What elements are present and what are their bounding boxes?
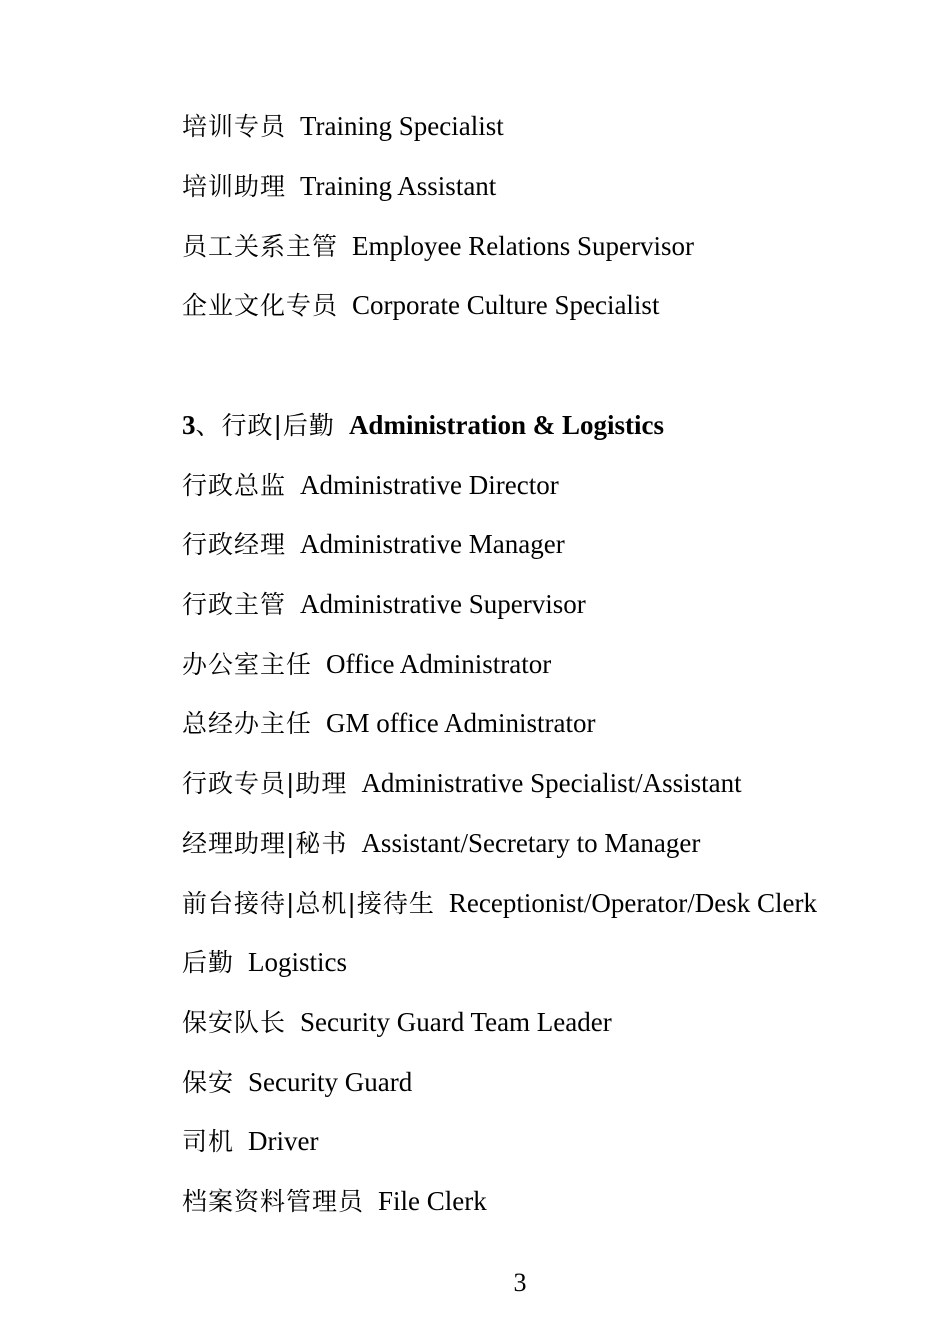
term-chinese: 后勤 <box>182 948 235 977</box>
term-line <box>182 648 551 681</box>
term-line <box>182 707 595 740</box>
term-line <box>182 1185 487 1218</box>
term-line <box>182 827 700 860</box>
term-english: File Clerk <box>378 1186 487 1216</box>
term-chinese: 培训专员 <box>182 112 287 141</box>
term-english: Security Guard <box>248 1067 413 1097</box>
section-number: 3 <box>182 410 196 440</box>
term-chinese: 保安队长 <box>182 1008 287 1037</box>
term-english: Office Administrator <box>326 649 552 679</box>
term-line <box>182 469 559 502</box>
term-chinese: 总经办主任 <box>182 709 313 738</box>
term-english: Employee Relations Supervisor <box>352 231 694 261</box>
section-heading <box>182 409 664 442</box>
term-chinese: 员工关系主管 <box>182 232 339 261</box>
term-line <box>182 1006 612 1039</box>
term-english: Security Guard Team Leader <box>300 1007 612 1037</box>
term-chinese: 办公室主任 <box>182 650 313 679</box>
term-line <box>182 767 742 800</box>
term-line <box>182 528 565 561</box>
term-english: Training Assistant <box>300 171 497 201</box>
term-chinese: 司机 <box>182 1127 235 1156</box>
term-english: Corporate Culture Specialist <box>352 290 660 320</box>
term-chinese: 行政总监 <box>182 471 287 500</box>
term-english: Administrative Supervisor <box>300 589 586 619</box>
term-english: Logistics <box>248 947 348 977</box>
term-line <box>182 230 694 263</box>
term-line <box>182 289 659 322</box>
term-chinese: 经理助理|秘书 <box>182 829 348 858</box>
term-chinese: 企业文化专员 <box>182 291 339 320</box>
term-chinese: 培训助理 <box>182 172 287 201</box>
term-english: GM office Administrator <box>326 708 596 738</box>
term-line <box>182 110 504 143</box>
term-english: Training Specialist <box>300 111 504 141</box>
term-line <box>182 887 817 920</box>
term-english: Assistant/Secretary to Manager <box>361 828 701 858</box>
section-title-chinese: 、行政|后勤 <box>195 411 335 440</box>
term-english: Receptionist/Operator/Desk Clerk <box>448 888 818 918</box>
term-english: Driver <box>248 1126 319 1156</box>
term-chinese: 档案资料管理员 <box>182 1187 365 1216</box>
term-chinese: 行政主管 <box>182 590 287 619</box>
term-chinese: 保安 <box>182 1068 235 1097</box>
term-chinese: 行政专员|助理 <box>182 769 348 798</box>
term-english: Administrative Director <box>300 470 559 500</box>
term-line <box>182 1125 318 1158</box>
term-line <box>182 170 496 203</box>
term-line <box>182 588 586 621</box>
term-english: Administrative Manager <box>300 529 565 559</box>
term-line <box>182 946 347 979</box>
term-english: Administrative Specialist/Assistant <box>361 768 742 798</box>
section-title-english: Administration & Logistics <box>348 410 664 440</box>
term-line <box>182 1066 412 1099</box>
term-chinese: 行政经理 <box>182 530 287 559</box>
term-chinese: 前台接待|总机|接待生 <box>182 889 435 918</box>
page-number: 3 <box>513 1268 527 1297</box>
